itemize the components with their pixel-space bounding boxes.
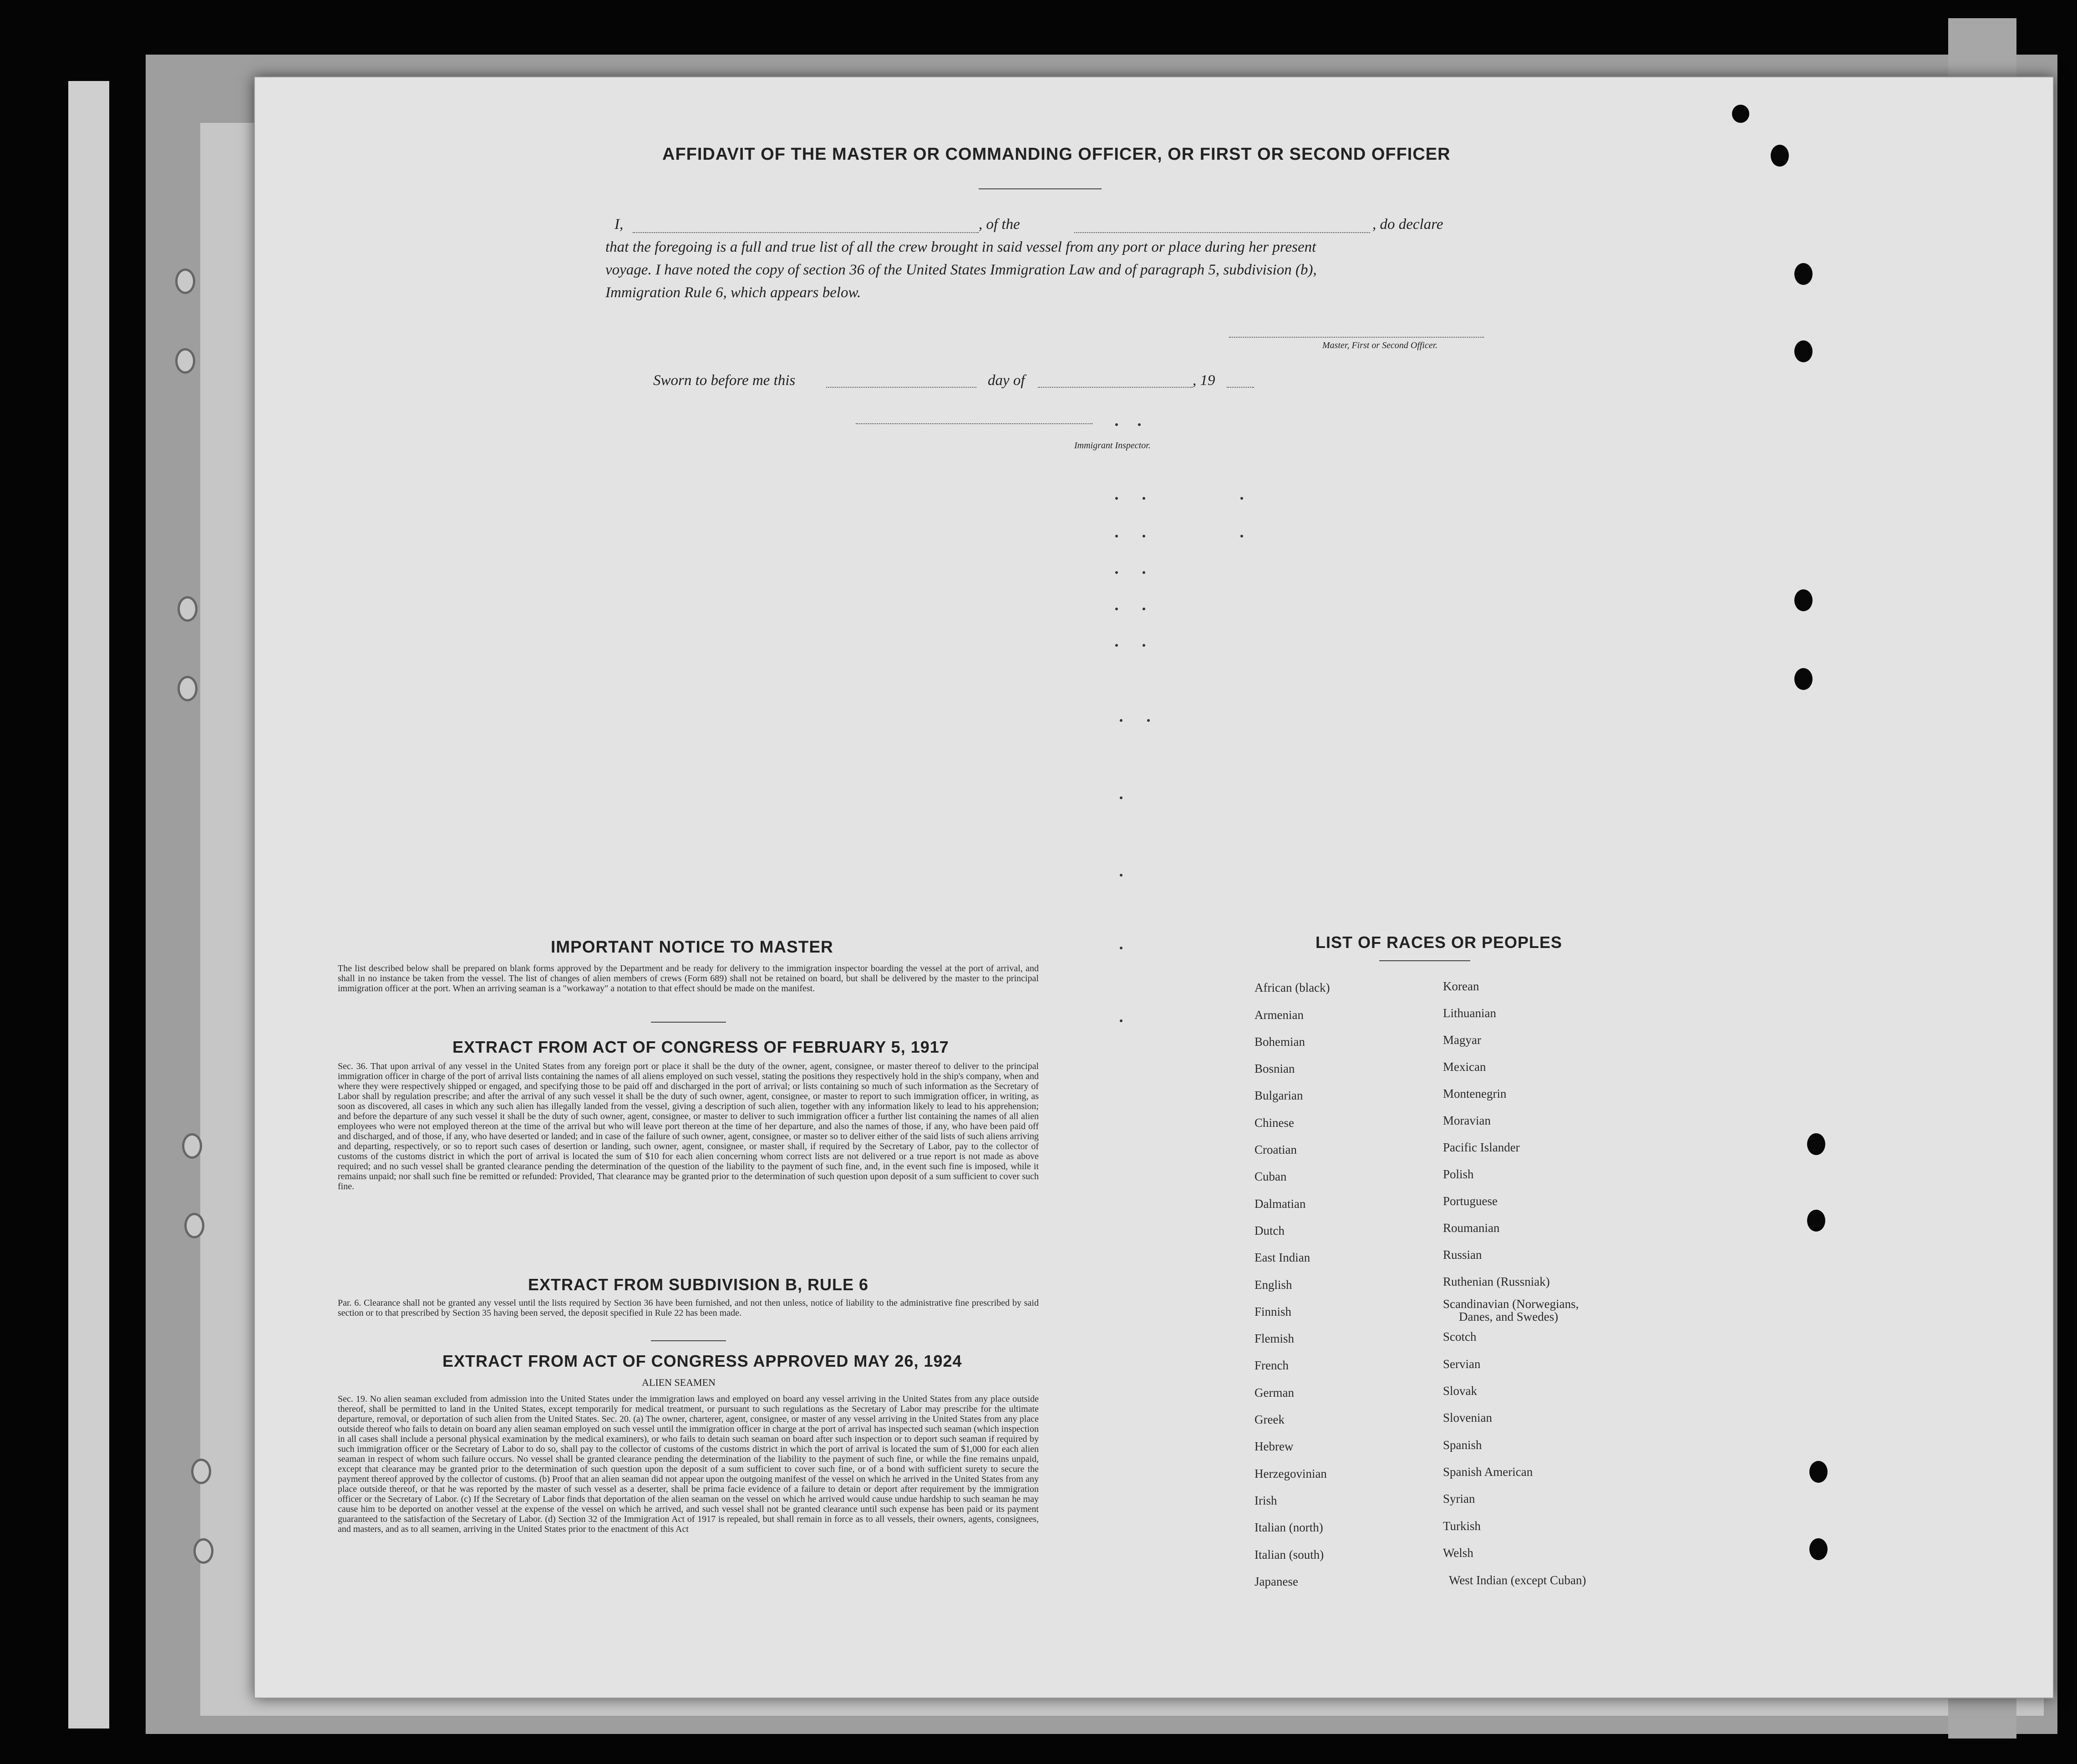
stray-mark (1143, 497, 1145, 500)
race-item: Cuban (1254, 1170, 1287, 1183)
manifest-page (254, 76, 2054, 1698)
stray-mark (1147, 719, 1150, 722)
binder-hole (178, 676, 198, 701)
binder-hole (175, 348, 195, 374)
stray-mark (1143, 571, 1145, 574)
race-item: Scotch (1443, 1330, 1477, 1343)
stray-mark (1240, 535, 1243, 537)
stray-mark (1115, 423, 1118, 426)
stray-mark (1120, 796, 1122, 799)
race-item: Servian (1443, 1357, 1481, 1371)
title-underline (979, 188, 1102, 189)
race-item: Finnish (1254, 1305, 1292, 1318)
race-item: Armenian (1254, 1008, 1304, 1022)
officer-signature-field[interactable] (1229, 337, 1484, 338)
punch-hole (1794, 340, 1813, 362)
stray-mark (1143, 644, 1145, 647)
affidavit-i: I, (614, 216, 624, 233)
race-item: Russian (1443, 1248, 1482, 1262)
race-item: Irish (1254, 1494, 1277, 1507)
binder-hole (184, 1213, 204, 1238)
punch-hole (1807, 1133, 1825, 1155)
race-item: African (black) (1254, 981, 1330, 994)
stray-mark (1115, 571, 1118, 574)
race-item: West Indian (except Cuban) (1449, 1573, 1586, 1587)
race-item: German (1254, 1386, 1294, 1399)
punch-hole (1771, 145, 1789, 167)
race-item: Greek (1254, 1413, 1285, 1426)
race-item: Welsh (1443, 1546, 1473, 1560)
sworn-year-field[interactable] (1227, 387, 1254, 388)
notice-title: IMPORTANT NOTICE TO MASTER (551, 938, 833, 956)
punch-hole (1732, 105, 1749, 123)
binder-hole (191, 1459, 211, 1484)
affidavit-line-2: that the foregoing is a full and true list of all the crew brought in said vessel from any port or place during her present (605, 239, 1316, 255)
race-item: Herzegovinian (1254, 1467, 1327, 1480)
extract-1917-text: Sec. 36. That upon arrival of any vessel in the United States from any foreign port or place it shall be the duty of the owner, agent, consignee, or master thereof to deliver to the principal immigration officer in charge of the port of arrival lists containing the names of all aliens employed on such vessel, stating the positions they respectively hold in the ship's company, when and where they were respectively shipped or engaged, and specifying those to be paid off and discharged in the port of arrival; or lists containing so much of such information as the Secretary of Labor shall by regulation prescribe; and after the arrival of any such vessel it shall be the duty of such owner, agent, consignee, or master to report to such immigration officer, in writing, as soon as discovered, all cases in which any such alien has illegally landed from the vessel, giving a description of such alien, together with any information likely to lead to his apprehension; and before the departure of any such vessel it shall be the duty of such owner, agent, consignee, or master to deliver to such immigration officer a further list containing the names of all alien employees who were not employed thereon at the time of the arrival but who will leave port thereon at the time of her departure, and also the names of those, if any, who have been paid off and discharged, and of those, if any, who have deserted or landed; and in case of the failure of such owner, agent, consignee, or master so to deliver either of the said lists of such aliens arriving and departing, respectively, or so to report such cases of desertion or landing, such owner, agent, consignee, or master shall, if required by the Secretary of Labor, pay to the collector of customs of the customs district in which the port of arrival is located the sum of $10 for each alien concerning whom correct lists are not delivered or a true report is not made as above required; and no such vessel shall be granted clearance pending the determination of the question of the liability to the payment of such fine, and, in the event such fine is imposed, while it remains unpaid; nor shall such fine be remitted or refunded: Provided, That clearance may be granted prior to the determination of such question upon deposit of a sum sufficient to cover such fine. (338, 1061, 1039, 1191)
inspector-caption: Immigrant Inspector. (1074, 441, 1151, 451)
punch-hole (1809, 1461, 1828, 1483)
race-item: French (1254, 1358, 1289, 1372)
affidavit-of-the: , of the (979, 216, 1020, 233)
stray-mark (1240, 497, 1243, 500)
extract-1917-title: EXTRACT FROM ACT OF CONGRESS OF FEBRUARY 5, 1917 (452, 1038, 949, 1056)
race-item: Slovenian (1443, 1411, 1492, 1424)
extract-1924-title: EXTRACT FROM ACT OF CONGRESS APPROVED MAY 26, 1924 (442, 1352, 962, 1370)
race-item: Dutch (1254, 1224, 1285, 1237)
race-item: East Indian (1254, 1251, 1310, 1264)
race-item: Scandinavian (Norwegians, (1443, 1297, 1579, 1311)
officer-caption: Master, First or Second Officer. (1322, 340, 1438, 350)
race-item: Magyar (1443, 1033, 1481, 1047)
affidavit-title: AFFIDAVIT OF THE MASTER OR COMMANDING OFFICER, OR FIRST OR SECOND OFFICER (662, 145, 1451, 164)
race-item: Spanish (1443, 1438, 1482, 1452)
extract-rule6-text: Par. 6. Clearance shall not be granted any vessel until the lists required by Section 36 have been furnished, and not then unless, notice of liability to the administrative fine prescribed by said section or to that prescribed by Section 35 having been served, the deposit specified in Rule 22 has been made. (338, 1298, 1039, 1318)
binder-hole (175, 269, 195, 294)
binder-hole (182, 1133, 202, 1159)
affidavit-line-4: Immigration Rule 6, which appears below. (605, 284, 861, 301)
races-divider (1379, 960, 1470, 961)
race-item: Roumanian (1443, 1221, 1500, 1235)
race-item: Bosnian (1254, 1062, 1295, 1075)
extract-1924-subtitle: ALIEN SEAMEN (642, 1377, 716, 1388)
punch-hole (1809, 1538, 1828, 1560)
punch-hole (1794, 589, 1813, 611)
race-item: Polish (1443, 1167, 1474, 1181)
stray-mark (1120, 719, 1122, 722)
race-item: Pacific Islander (1443, 1141, 1520, 1154)
stray-mark (1115, 608, 1118, 610)
extract-1924-text: Sec. 19. No alien seaman excluded from admission into the United States under the immigration laws and employed on board any vessel arriving in the United States from any place outside thereof, shall be permitted to land in the United States, except temporarily for medical treatment, or pursuant to such regulations as the Secretary of Labor may prescribe for the ultimate departure, removal, or deportation of such alien from the United States. Sec. 20. (a) The owner, charterer, agent, consignee, or master of any vessel arriving in the United States from any place outside thereof who fails to detain on board any alien seaman employed on such vessel until the immigration officer in charge at the port of arrival has inspected such seaman (which inspection in all cases shall include a personal physical examination by the medical examiners), or who fails to detain such seaman on board after such inspection or to deport such seaman if required by such immigration officer or the Secretary of Labor to do so, shall pay to the collector of customs of the customs district in which the port of arrival is located the sum of $1,000 for each alien seaman in respect of whom such failure occurs. No vessel shall be granted clearance pending the determination of the liability to the payment of such fine, or while the fine remains unpaid, except that clearance may be granted prior to the determination of such question upon the deposit of a sum sufficient to cover such fine, or of a bond with sufficient surety to secure the payment thereof approved by the collector of customs. (b) Proof that an alien seaman did not appear upon the outgoing manifest of the vessel on which he arrived in the United States from any place outside thereof, or that he was reported by the master of such vessel as a deserter, shall be prima facie evidence of a failure to detain or deport after requirement by the immigration officer or the Secretary of Labor. (c) If the Secretary of Labor finds that deportation of the alien seaman on the vessel on which he arrived would cause undue hardship to such seaman he may cause him to be deported on another vessel at the expense of the vessel on which he arrived, and such vessel shall not be granted clearance until such expense has been paid or its payment guaranteed to the satisfaction of the Secretary of Labor. (d) Section 32 of the Immigration Act of 1917 is repealed, but shall remain in force as to all vessels, their owners, agents, consignees, and masters, and as to all seamen, arriving in the United States prior to the enactment of this Act (338, 1394, 1039, 1534)
race-item: Danes, and Swedes) (1459, 1310, 1559, 1323)
stray-mark (1120, 874, 1122, 877)
stray-mark (1138, 423, 1141, 426)
notice-text: The list described below shall be prepared on blank forms approved by the Department and be ready for delivery to the immigration inspector boarding the vessel at the port of arrival, and shall in no instance be taken from the vessel. The list of changes of alien members of crews (Form 689) shall not be retained on board, but shall be delivered by the master to the principal immigration officer at the port. When an arriving seaman is a "workaway" a notation to that effect should be made on the manifest. (338, 963, 1039, 994)
stray-mark (1115, 497, 1118, 500)
year-text: , 19 (1193, 372, 1215, 389)
stray-mark (1120, 1019, 1122, 1022)
race-item: Lithuanian (1443, 1006, 1496, 1020)
race-item: Hebrew (1254, 1440, 1294, 1453)
stray-mark (1115, 535, 1118, 537)
notice-divider (651, 1022, 726, 1023)
race-item: Turkish (1443, 1519, 1481, 1533)
race-item: Montenegrin (1443, 1087, 1507, 1100)
race-item: Bohemian (1254, 1035, 1305, 1049)
race-item: Moravian (1443, 1114, 1491, 1127)
sworn-day-field[interactable] (826, 387, 976, 388)
affidavit-line-3: voyage. I have noted the copy of section 36 of the United States Immigration Law and of paragraph 5, subdivision (b), (605, 262, 1317, 278)
back-sheet-left (68, 81, 109, 1729)
race-item: Slovak (1443, 1384, 1478, 1398)
race-item: Ruthenian (Russniak) (1443, 1275, 1550, 1288)
race-item: Chinese (1254, 1116, 1294, 1130)
sworn-month-field[interactable] (1038, 387, 1193, 388)
binder-hole (178, 596, 198, 622)
stray-mark (1143, 535, 1145, 537)
race-item: Italian (south) (1254, 1548, 1324, 1561)
races-title: LIST OF RACES OR PEOPLES (1315, 933, 1563, 952)
stray-mark (1120, 947, 1122, 949)
race-item: Japanese (1254, 1575, 1298, 1588)
race-item: Dalmatian (1254, 1197, 1306, 1211)
race-item: Portuguese (1443, 1194, 1498, 1208)
punch-hole (1807, 1210, 1825, 1232)
stray-mark (1143, 608, 1145, 610)
race-item: Flemish (1254, 1332, 1295, 1345)
stray-mark (1115, 644, 1118, 647)
race-item: Korean (1443, 979, 1479, 993)
vessel-field[interactable] (1074, 232, 1370, 233)
extract-rule6-title: EXTRACT FROM SUBDIVISION B, RULE 6 (528, 1275, 869, 1294)
race-item: Mexican (1443, 1060, 1486, 1074)
binder-hole (193, 1538, 213, 1564)
name-field[interactable] (633, 232, 979, 233)
race-item: Italian (north) (1254, 1521, 1323, 1534)
sworn-text: Sworn to before me this (653, 372, 796, 389)
affidavit-do-declare: , do declare (1372, 216, 1443, 233)
day-of-text: day of (988, 372, 1025, 389)
punch-hole (1794, 668, 1813, 690)
punch-hole (1794, 263, 1813, 285)
rule6-divider (651, 1340, 726, 1341)
race-item: Croatian (1254, 1143, 1297, 1156)
race-item: Syrian (1443, 1492, 1475, 1505)
race-item: Bulgarian (1254, 1089, 1303, 1102)
race-item: English (1254, 1278, 1292, 1292)
inspector-signature-field[interactable] (856, 423, 1092, 424)
race-item: Spanish American (1443, 1465, 1533, 1479)
